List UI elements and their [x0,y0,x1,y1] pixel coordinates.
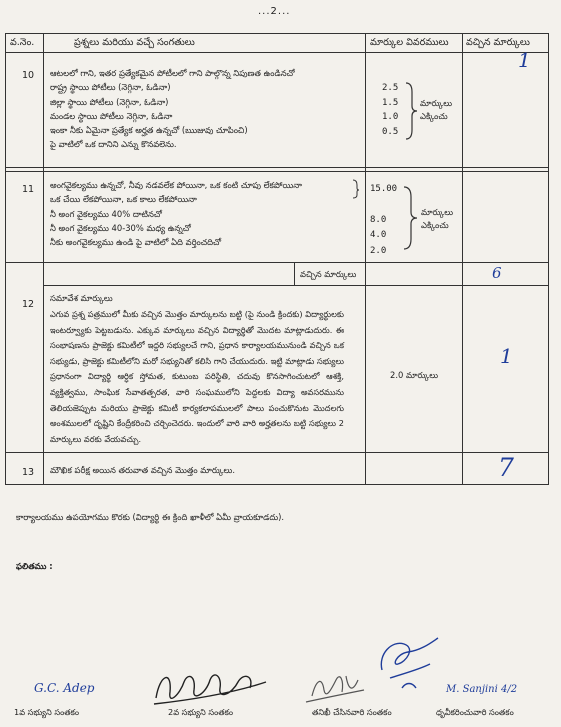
q12-marks: 2.0 మార్కులు [390,370,439,380]
checker-stamp-signature-icon [372,634,442,692]
q12-title: సమావేశ మార్కులు [50,293,113,303]
checker-signature-label: తనిఖీ చేసినవారి సంతకం [312,707,392,717]
checker-signature-icon [304,666,366,706]
q10-marks-label: మార్కులు ఎక్కించు [420,98,453,121]
q12-paragraph: ఎగువ ప్రశ్న పత్రములో మీకు వచ్చిన మొత్తం మార్కులను బట్టి (పై నుండి క్రిందకు) విద్యార్థులకు ఇంటర్వ్యూకు పెట్టబడును. ఎక్కువ మార్కులు వచ్చిన విద్యార్థితో మొదట మాట్లాడుదురు. ఈ సంభాషణను ప్రాజెక్టు కమిటీలో ఇద్దరి సభ్యులచే గాని, ప్రధాన కార్యాలయమునుండి వచ్చిన ఒక సభ్యుడు, ప్రాజెక్టు కమిటీలోని మరో సభ్యునితో కలిసి గాని చేయుదురు. ఇట్టి మాట్లాడు సభ్యులు ప్రధానంగా విద్యార్థి ఆర్ధిక స్తోమత, కుటుంబ పరిస్థితి, చదువు కొనసాగించుటలో ఆశక్తి, వ్యక్తిత్వము, సాంఘిక సేవాతత్పరత, వారి సంఘములోని పెద్దలకు విద్యా అవసరమును తెలియజెప్పుట మరియు ప్రాజెక్టు కమిటీ కార్యకలాపములలో పాలు పంచుకొనుట మొదలగు అంశములలో దృష్టిని కేంద్రీకరించి చర్చించెదరు. ఇందులో వారి వారి అర్హతలను బట్టి సభ్యులు 2 మార్కులు వరకు వేయవచ్చు. [50,309,344,444]
header-marks-obtained: వచ్చిన మార్కులు [466,37,530,48]
page-number: ...2... [258,6,291,17]
q11-marks: 15.00 8.0 4.0 2.0 [370,184,398,256]
q10-number: 10 [22,70,35,81]
approver-signature-label: ధృవీకరించువారి సంతకం [436,707,514,717]
q11-bracket-icon [352,179,360,199]
member2-signature-icon [150,664,270,712]
q12-number: 12 [22,299,35,310]
q13-text: మౌఖిక పరీక్ష అయిన తరువాత వచ్చిన మొత్తం మార్కులు. [50,465,235,475]
office-use-note: కార్యాలయము ఉపయోగము కొరకు (విద్యార్థి ఈ క్రింది ఖాళీలో ఏమీ వ్రాయకూడదు). [16,512,285,522]
member2-signature-label: 2వ సభ్యుని సంతకం [168,707,234,717]
header-marks-details: మార్కుల వివరములు [370,37,449,48]
q11-number: 11 [22,184,35,195]
q10-marks: 2.5 1.5 1.0 0.5 [382,83,399,137]
q13-number: 13 [22,467,35,478]
result-label: ఫలితము : [16,561,53,571]
q12-obtained: 1 [500,344,513,368]
q10-obtained: 1 [518,48,531,72]
header-questions: ప్రశ్నలు మరియు వచ్చే సంగతులు [74,37,195,48]
subtotal-label: వచ్చిన మార్కులు [300,269,357,279]
q11-brace-icon [402,186,418,250]
header-sno: వ.నెం. [10,37,35,48]
subtotal-value: 6 [492,264,502,282]
member1-signature: G.C. Adep [34,681,95,695]
evaluation-table [5,33,549,485]
q11-text: అంగవైకల్యము ఉన్నచో, నీవు నడవలేక పోయినా, ఒక కంటి చూపు లేకపోయినా ఒక చేయి లేకపోయినా, ఒక కాలు లేకపోయినా నీ అంగ వైకల్యము 40% దాటినచో నీ అంగ వైకల్యము 40-30% మధ్య ఉన్నచో నీకు అంగవైకల్యము ఉండి పై వాటిలో ఏది వర్తించదిచో [50,180,302,248]
q13-obtained: 7 [498,453,514,482]
q10-text: ఆటలలో గాని, ఇతర ప్రత్యేకమైన పోటీలలో గాని పాల్గొన్న నిపుణత ఉండినచో రాష్ట్ర స్థాయి పోటీలు (నెగ్గినా, ఓడినా) జిల్లా స్థాయి పోటీలు (నెగ్గినా, ఓడినా) మండల స్థాయి పోటీలు నెగ్గినా, ఓడినా ఇంకా నీకు ఏమైనా ప్రత్యేక అర్హత ఉన్నచో (ఋజువు చూపించి) పై వాటిలో ఒక దానిని ఎన్ను కొనవలెను. [50,68,295,150]
q11-marks-label: మార్కులు ఎక్కించు [421,207,454,230]
approver-signature: M. Sanjini 4/2 [446,684,518,695]
member1-signature-label: 1వ సభ్యుని సంతకం [14,707,80,717]
q10-brace-icon [404,82,418,140]
